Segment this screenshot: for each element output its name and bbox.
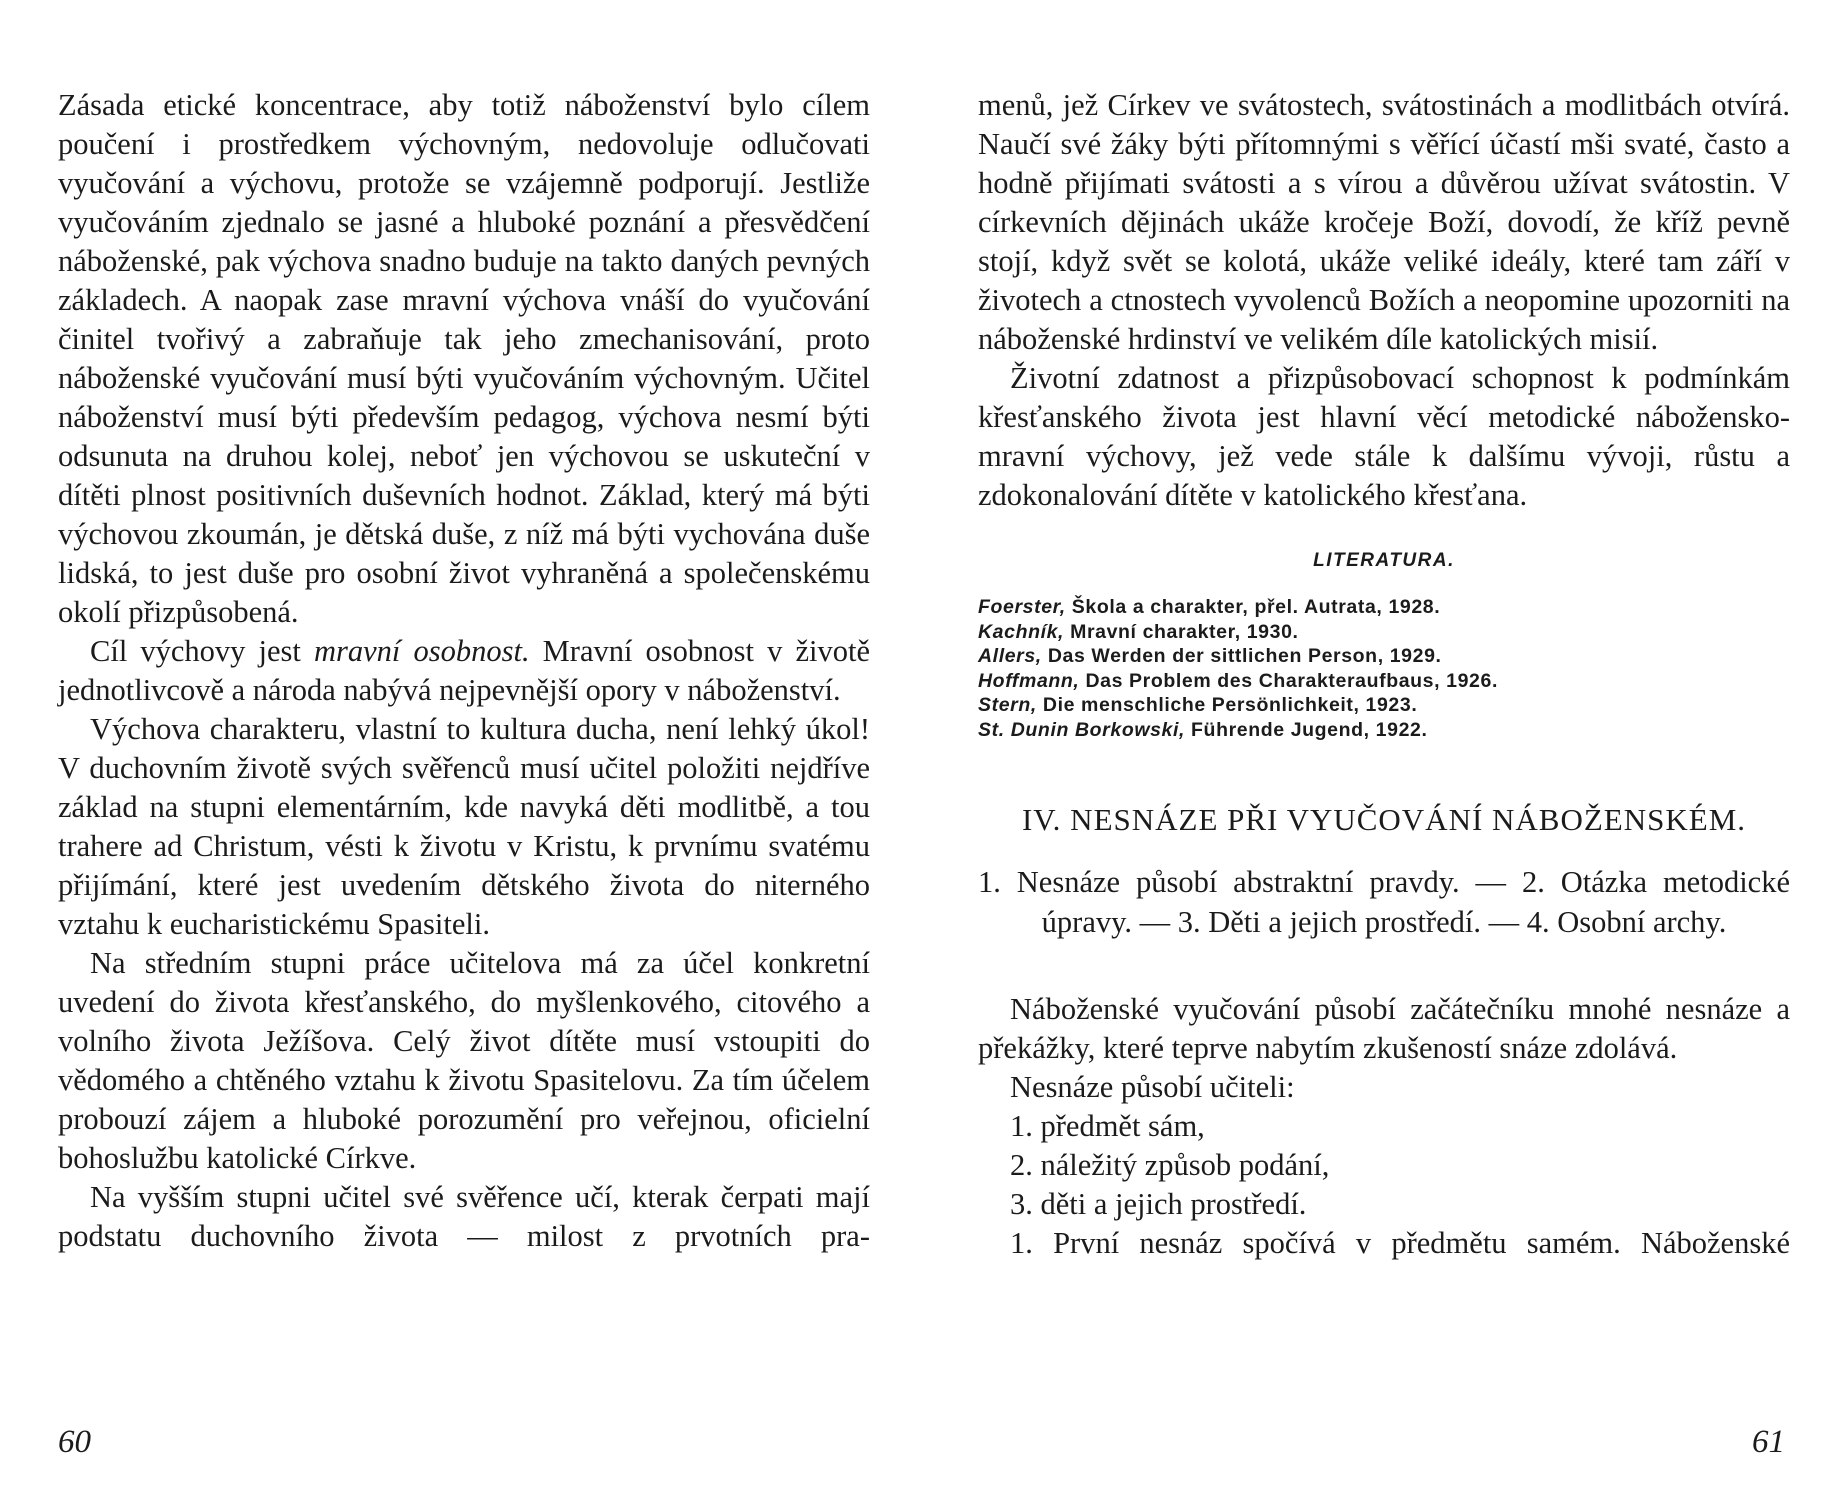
page-number-left: 60 bbox=[58, 1424, 91, 1460]
literature-title: Das Werden der sittlichen Person, 1929. bbox=[1041, 645, 1442, 667]
paragraph-life-ability: Životní zdatnost a přizpůsobovací schopnost k podmínkám křesťanského života jest hlavní věcí metodické nábožensko-mravní výchovy, jež vede stále k dalšímu vývoji, růstu a zdokonalování dítěte v katolického křesťana. bbox=[978, 361, 1790, 512]
list-item: 1. První nesnáz spočívá v předmětu samém. Náboženské bbox=[1010, 1226, 1790, 1260]
paragraph-continuation: menů, jež Církev ve svátostech, svátostinách a modlitbách otvírá. Naučí své žáky býti přítomnými s věřící účastí mši svaté, často a hodně přijímati svátosti a s vírou a důvěrou užívat svátostin. V církevních dějinách ukáže kročeje Boží, dovodí, že kříž pevně stojí, když svět se kolotá, ukáže veliké ideály, které tam září v životech a ctnostech vyvolenců Božích a neopomine upozorniti na náboženské hrdinství ve velikém díle katolických misií. bbox=[978, 88, 1790, 356]
chapter-title: IV. NESNÁZE PŘI VYUČOVÁNÍ NÁBOŽENSKÉM. bbox=[1021, 802, 1747, 837]
page-number-right: 61 bbox=[1752, 1424, 1785, 1460]
literature-heading: LITERATURA. bbox=[1313, 550, 1455, 571]
literature-item bbox=[978, 693, 1790, 718]
literature-title: Das Problem des Charakteraufbaus, 1926. bbox=[1079, 669, 1498, 692]
chapter-summary: 1. Nesnáze působí abstraktní pravdy. — 2. Otázka metodické úpravy. — 3. Děti a jejich prostředí. — 4. Osobní archy. bbox=[978, 865, 1790, 939]
text-segment: Cíl výchovy jest bbox=[90, 634, 314, 668]
list-item: Nesnáze působí učiteli: bbox=[1010, 1070, 1295, 1104]
left-page bbox=[58, 86, 870, 1256]
literature-author: Kachník, bbox=[978, 620, 1065, 643]
list-item: 2. náležitý způsob podání, bbox=[1010, 1148, 1330, 1182]
emphasis-moral-personality: mravní osobnost. bbox=[313, 634, 530, 668]
literature-author: Allers, bbox=[978, 645, 1042, 667]
literature-item bbox=[978, 620, 1790, 645]
literature-title: Škola a charakter, přel. Autrata, 1928. bbox=[1065, 596, 1441, 618]
text-segment: Mravní osobnost v životě jednotlivcově a národa nabývá nejpevnější opory v náboženství. bbox=[58, 634, 870, 707]
literature-author: Hoffmann, bbox=[978, 669, 1080, 692]
paragraph-difficulties-intro: Náboženské vyučování působí začátečníku mnohé nesnáze a překážky, které teprve nabytím zkušeností snáze zdolává. bbox=[978, 992, 1790, 1065]
paragraph-higher-stage: Na vyšším stupni učitel své svěřence učí, kterak čerpati mají podstatu duchovního života — milost z prvotních pra- bbox=[58, 1180, 870, 1253]
literature-item bbox=[978, 718, 1790, 743]
literature-title: Die menschliche Persönlichkeit, 1923. bbox=[1036, 694, 1418, 716]
literature-item bbox=[978, 644, 1790, 669]
paragraph-ethical-concentration: Zásada etické koncentrace, aby totiž náboženství bylo cílem poučení i prostředkem výchovným, nedovoluje odlučovati vyučování a výchovu, protože se vzájemně podporují. Jestliže vyučováním zjednalo se jasné a hluboké poznání a přesvědčení náboženské, pak výchova snadno buduje na takto daných pevných základech. A naopak zase mravní výchova vnáší do vyučování činitel tvořivý a zabraňuje tak jeho zmechanisování, proto náboženské vyučování musí býti vyučováním výchovným. Učitel náboženství musí býti především pedagog, výchova nesmí býti odsunuta na druhou kolej, neboť jen výchovou se uskuteční v dítěti plnost positivních duševních hodnot. Základ, který má býti výchovou zkoumán, je dětská duše, z níž má býti vychována duše lidská, to jest duše pro osobní život vyhraněná a společenskému okolí přizpůsobená. bbox=[58, 88, 870, 629]
literature-list bbox=[978, 595, 1790, 742]
paragraph-middle-stage: Na středním stupni práce učitelova má za účel konkretní uvedení do života křesťanského, do myšlenkového, citového a volního života Ježíšova. Celý život dítěte musí vstoupiti do vědomého a chtěného vztahu k životu Spasitelovu. Za tím účelem probouzí zájem a hluboké porozumění pro veřejnou, oficielní bohoslužbu katolické Církve. bbox=[58, 946, 870, 1175]
literature-title: Führende Jugend, 1922. bbox=[1185, 718, 1428, 741]
list-item: 1. předmět sám, bbox=[1010, 1109, 1205, 1143]
literature-item bbox=[978, 669, 1790, 694]
literature-author: Stern, bbox=[978, 694, 1037, 716]
paragraph-character-education: Výchova charakteru, vlastní to kultura ducha, není lehký úkol! V duchovním životě svých svěřenců musí učitel položiti nejdříve základ na stupni elementárním, kde navyká děti modlitbě, a tou trahere ad Christum, vésti k životu v Kristu, k prvnímu svatému přijímání, které jest uvedením dětského života do niterného vztahu k eucharistickému Spasiteli. bbox=[58, 712, 870, 941]
literature-author: Foerster, bbox=[978, 596, 1066, 618]
literature-author: St. Dunin Borkowski, bbox=[978, 718, 1186, 741]
literature-item bbox=[978, 595, 1790, 620]
literature-title: Mravní charakter, 1930. bbox=[1064, 620, 1299, 643]
paragraph-goal-of-education bbox=[58, 632, 870, 710]
right-page bbox=[978, 86, 1790, 1263]
list-item: 3. děti a jejich prostředí. bbox=[1010, 1187, 1307, 1221]
